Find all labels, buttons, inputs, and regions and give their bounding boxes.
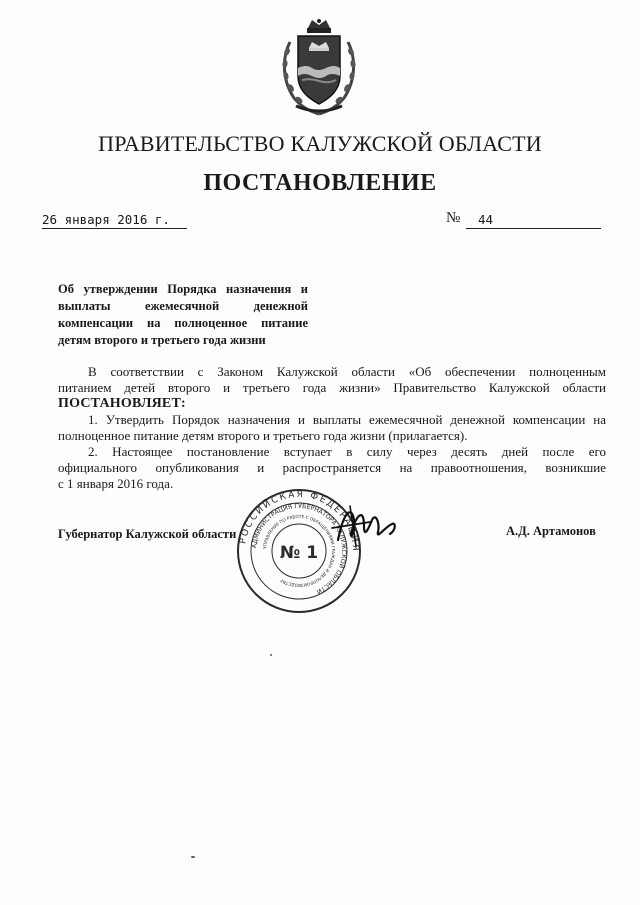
scan-speck xyxy=(270,654,272,656)
document-type-heading: ПОСТАНОВЛЕНИЕ xyxy=(203,170,437,196)
resolves-heading: ПОСТАНОВЛЯЕТ: xyxy=(58,396,186,411)
preamble-line: В соответствии с Законом Калужской области «Об обеспечении полноценным xyxy=(88,364,606,379)
item-1-line: полноценное питание детям второго и третьего года жизни (прилагается). xyxy=(58,428,468,443)
subject-line: детям второго и третьего года жизни xyxy=(58,333,266,347)
document-subject xyxy=(58,281,308,349)
subject-line: выплаты ежемесячной денежной xyxy=(58,299,308,313)
seal-number: № 1 xyxy=(279,543,319,563)
document-date: 26 января 2016 г. xyxy=(42,212,187,229)
document-body xyxy=(58,364,606,492)
handwritten-signature-icon xyxy=(330,500,400,550)
subject-line: Об утверждении Порядка назначения и xyxy=(58,282,308,296)
item-1-line: 1. Утвердить Порядок назначения и выплаты ежемесячной денежной компенсации на xyxy=(88,412,606,427)
government-title: ПРАВИТЕЛЬСТВО КАЛУЖСКОЙ ОБЛАСТИ xyxy=(98,131,542,156)
document-number: 44 xyxy=(466,212,601,229)
seal-middle-text: АДМИНИСТРАЦИЯ ГУБЕРНАТОРА КАЛУЖСКОЙ ОБЛАСТИ xyxy=(251,502,348,595)
number-sign: № xyxy=(446,210,461,226)
subject-line: компенсации на полноценное питание xyxy=(58,316,308,330)
kaluga-coat-of-arms-icon xyxy=(278,18,360,116)
scan-speck xyxy=(191,856,195,858)
seal-outer-text: РОССИЙСКАЯ ФЕДЕРАЦИЯ xyxy=(238,489,361,553)
item-2-line: с 1 января 2016 года. xyxy=(58,476,174,491)
item-2-line: официального опубликования и распространяется на правоотношения, возникшие xyxy=(58,460,606,475)
signatory-name: А.Д. Артамонов xyxy=(506,524,596,538)
seal-inner-text: УПРАВЛЕНИЕ ПО РАБОТЕ С ОБРАЩЕНИЯМИ ГРАЖДАН И ДЕЛОПРОИЗВОДСТВУ xyxy=(262,513,337,589)
signatory-title: Губернатор Калужской области xyxy=(58,527,237,541)
preamble-line: питанием детей второго и третьего года жизни» Правительство Калужской области xyxy=(58,380,606,395)
item-2-line: 2. Настоящее постановление вступает в силу через десять дней после его xyxy=(88,444,606,459)
